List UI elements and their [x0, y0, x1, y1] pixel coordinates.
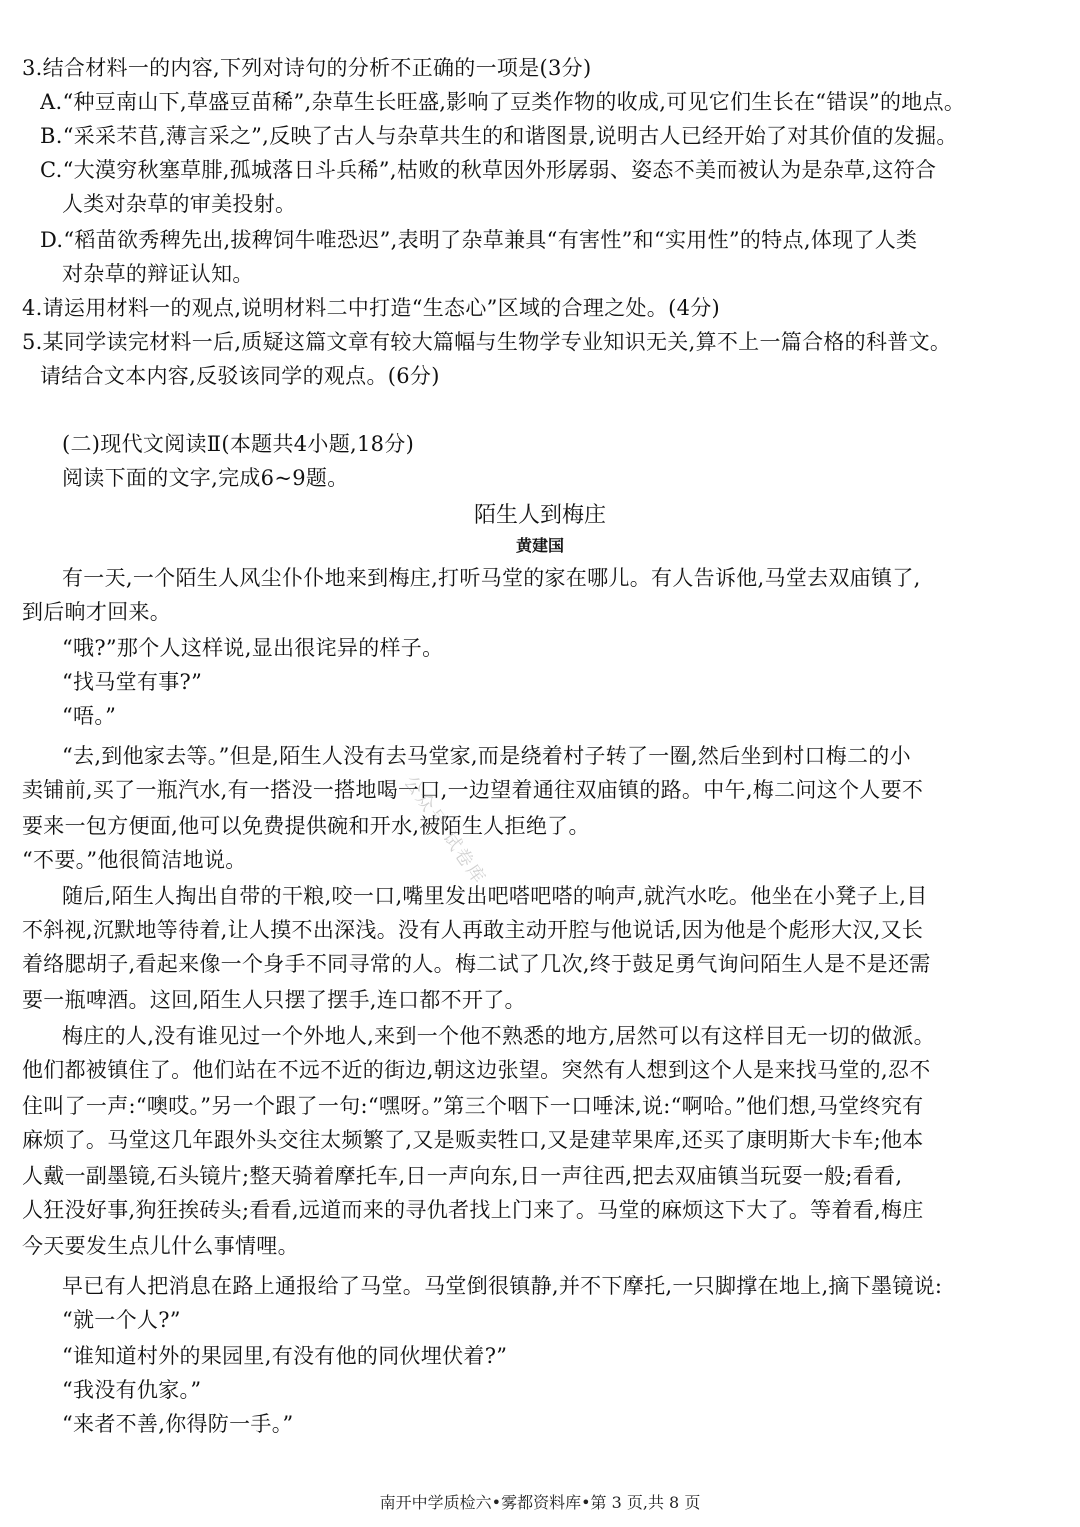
article-line: 卖铺前,买了一瓶汽水,有一搭没一搭地喝一口,一边望着通往双庙镇的路。中午,梅二问这个人要不 [22, 778, 924, 802]
question-3-option-a: A.“种豆南山下,草盛豆苗稀”,杂草生长旺盛,影响了豆类作物的收成,可见它们生长在“错误”的地点。 [40, 90, 966, 114]
article-line: 随后,陌生人掏出自带的干粮,咬一口,嘴里发出吧嗒吧嗒的响声,就汽水吃。他坐在小凳子上,目 [62, 884, 928, 908]
question-3-option-d-cont: 对杂草的辩证认知。 [62, 262, 254, 286]
article-line: “来者不善,你得防一手。” [62, 1412, 294, 1436]
question-5: 5.某同学读完材料一后,质疑这篇文章有较大篇幅与生物学专业知识无关,算不上一篇合格的科普文。 [22, 330, 952, 354]
article-line: “我没有仇家。” [62, 1378, 202, 1402]
article-line: “哦?”那个人这样说,显出很诧异的样子。 [62, 636, 444, 660]
article-line: 住叫了一声:“噢哎。”另一个跟了一句:“嘿呀。”第三个咽下一口唾沫,说:“啊哈。”他们想,马堂终究有 [22, 1094, 924, 1118]
article-line: “去,到他家去等。”但是,陌生人没有去马堂家,而是绕着村子转了一圈,然后坐到村口梅二的小 [62, 744, 911, 768]
watermark: 公众号 试卷库 [399, 772, 490, 889]
page-footer: 南开中学质检六•雾都资料库•第 3 页,共 8 页 [379, 1493, 701, 1512]
article-line: 人狂没好事,狗狂挨砖头;看看,远道而来的寻仇者找上门来了。马堂的麻烦这下大了。等着看,梅庄 [22, 1198, 924, 1222]
question-5-cont: 请结合文本内容,反驳该同学的观点。(6分) [40, 364, 440, 388]
article-line: 人戴一副墨镜,石头镜片;整天骑着摩托车,日一声向东,日一声往西,把去双庙镇当玩耍一般;看看, [22, 1164, 903, 1188]
article-line: “唔。” [62, 704, 117, 728]
article-line: 今天要发生点儿什么事情哩。 [22, 1234, 299, 1258]
article-line: “找马堂有事?” [62, 670, 203, 694]
article-line: “谁知道村外的果园里,有没有他的同伙埋伏着?” [62, 1344, 508, 1368]
article-title: 陌生人到梅庄 [473, 503, 606, 528]
article-line: 要一瓶啤酒。这回,陌生人只摆了摆手,连口都不开了。 [22, 988, 526, 1012]
article-author: 黄建国 [515, 536, 564, 555]
article-line: 不斜视,沉默地等待着,让人摸不出深浅。没有人再敢主动开腔与他说话,因为他是个彪形大汉,又长 [22, 918, 924, 942]
article-line: 梅庄的人,没有谁见过一个外地人,来到一个他不熟悉的地方,居然可以有这样目无一切的做派。 [62, 1024, 935, 1048]
article-line: 他们都被镇住了。他们站在不远不近的街边,朝这边张望。突然有人想到这个人是来找马堂的,忍不 [22, 1058, 931, 1082]
article-line: “就一个人?” [62, 1308, 181, 1332]
article-line: 有一天,一个陌生人风尘仆仆地来到梅庄,打听马堂的家在哪儿。有人告诉他,马堂去双庙镇了, [62, 566, 921, 590]
article-line: 着络腮胡子,看起来像一个身手不同寻常的人。梅二试了几次,终于鼓足勇气询问陌生人是不是还需 [22, 952, 931, 976]
article-line: 到后晌才回来。 [22, 600, 172, 624]
article-line: 早已有人把消息在路上通报给了马堂。马堂倒很镇静,并不下摩托,一只脚撑在地上,摘下墨镜说: [62, 1274, 943, 1298]
question-3-stem: 3.结合材料一的内容,下列对诗句的分析不正确的一项是(3分) [22, 56, 592, 80]
article-line: “不要。”他很简洁地说。 [22, 848, 247, 872]
question-3-option-d: D.“稻苗欲秀稗先出,拔稗饲牛唯恐迟”,表明了杂草兼具“有害性”和“实用性”的特点,体现了人类 [40, 228, 918, 252]
question-4: 4.请运用材料一的观点,说明材料二中打造“生态心”区域的合理之处。(4分) [22, 296, 721, 320]
article-line: 要来一包方便面,他可以免费提供碗和开水,被陌生人拒绝了。 [22, 814, 590, 838]
question-3-option-b: B.“采采芣苢,薄言采之”,反映了古人与杂草共生的和谐图景,说明古人已经开始了对其价值的发掘。 [40, 124, 958, 148]
question-3-option-c-cont: 人类对杂草的审美投射。 [62, 192, 297, 216]
question-3-option-c: C.“大漠穷秋塞草腓,孤城落日斗兵稀”,枯败的秋草因外形孱弱、姿态不美而被认为是杂草,这符合 [40, 158, 937, 182]
section-heading: (二)现代文阅读Ⅱ(本题共4小题,18分) [62, 432, 415, 456]
section-instruction: 阅读下面的文字,完成6~9题。 [62, 466, 349, 490]
article-line: 麻烦了。马堂这几年跟外头交往太频繁了,又是贩卖牲口,又是建苹果库,还买了康明斯大卡车;他本 [22, 1128, 924, 1152]
